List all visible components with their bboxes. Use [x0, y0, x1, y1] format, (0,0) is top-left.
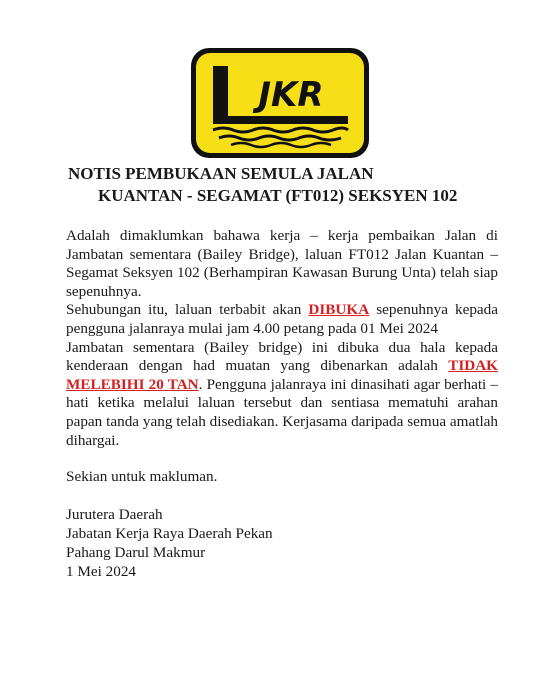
- closing-line: Sekian untuk makluman.: [66, 468, 218, 486]
- paragraph-2: [66, 301, 498, 338]
- paragraph-1: Adalah dimaklumkan bahawa kerja – kerja pembaikan Jalan di Jambatan sementara (Bailey Bridge), laluan FT012 Jalan Kuantan – Segamat Seksyen 102 (Berhampiran Kawasan Burung Unta) telah siap sepenuhnya.: [66, 227, 498, 300]
- notice-body: [66, 227, 498, 581]
- paragraph-2-start: Sehubungan itu, laluan terbabit akan: [66, 301, 309, 319]
- paragraph-3: [66, 339, 498, 451]
- jkr-logo-icon: [191, 48, 369, 158]
- title-line-2: KUANTAN - SEGAMAT (FT012) SEKSYEN 102: [98, 186, 458, 205]
- title-line-1: NOTIS PEMBUKAAN SEMULA JALAN: [68, 164, 374, 183]
- highlight-load-limit: TIDAK MELEBIHI 20 TAN: [66, 357, 498, 393]
- signature-block: [66, 505, 498, 581]
- signature-role: Jurutera Daerah: [66, 505, 163, 523]
- signature-state: Pahang Darul Makmur: [66, 543, 206, 561]
- logo-text: JKR: [258, 75, 324, 115]
- notice-title: [0, 163, 554, 207]
- signature-department: Jabatan Kerja Raya Daerah Pekan: [66, 524, 273, 542]
- paragraph-3-start: Jambatan sementara (Bailey bridge) ini dibuka dua hala kepada kenderaan dengan had muatan yang dibenarkan adalah: [66, 338, 498, 375]
- paragraph-2-end: sepenuhnya kepada pengguna jalanraya mulai jam 4.00 petang pada 01 Mei 2024: [66, 301, 499, 337]
- paragraph-3-end: . Pengguna jalanraya ini dinasihati agar berhati – hati ketika melalui laluan tersebut dan sentiasa mematuhi arahan papan tanda yang telah disediakan. Kerjasama daripada semua amatlah dihargai.: [66, 375, 498, 449]
- highlight-dibuka: DIBUKA: [308, 301, 370, 319]
- spacer: [66, 450, 498, 468]
- signature-date: 1 Mei 2024: [66, 562, 137, 580]
- jkr-logo: [191, 48, 369, 158]
